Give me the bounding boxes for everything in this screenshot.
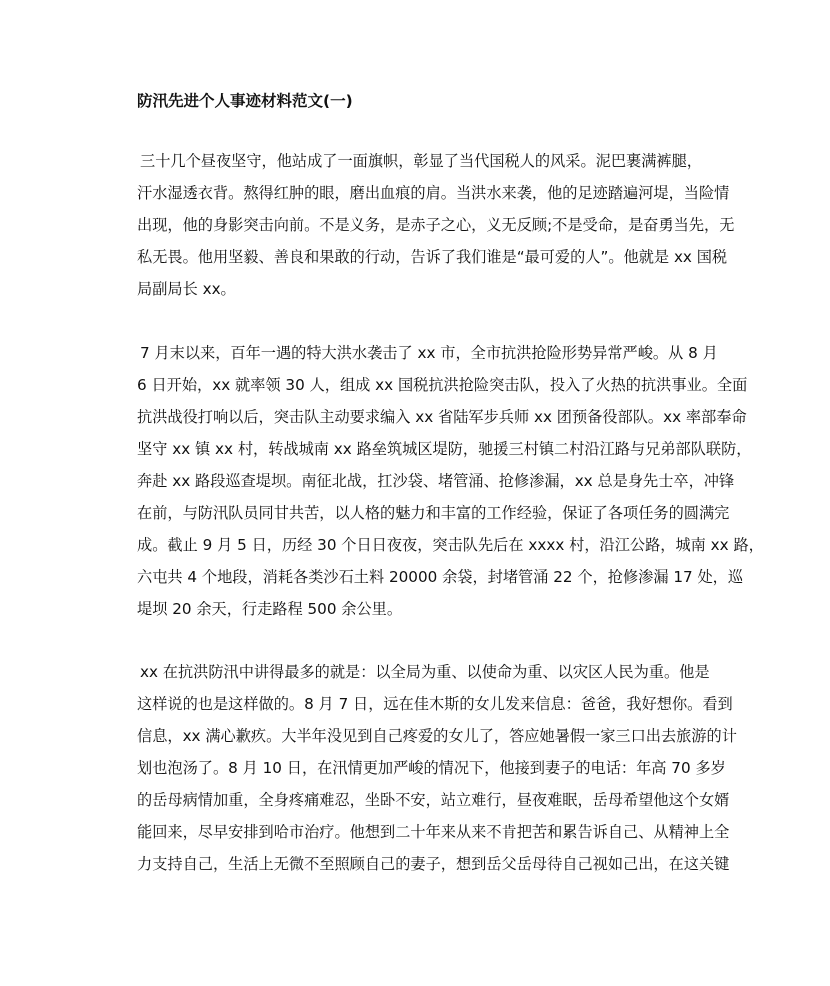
text-line: 在前，与防汛队员同甘共苦，以人格的魅力和丰富的工作经验，保证了各项任务的圆满完 — [137, 504, 730, 522]
text-line: 三十几个昼夜坚守，他站成了一面旗帜，彰显了当代国税人的风采。泥巴裹满裤腿， — [140, 152, 702, 170]
text-line: 这样说的也是这样做的。8 月 7 日，远在佳木斯的女儿发来信息：爸爸，我好想你。看到 — [137, 695, 733, 713]
text-line: xx 在抗洪防汛中讲得最多的就是：以全局为重、以使命为重、以灾区人民为重。他是 — [140, 663, 710, 681]
text-line: 奔赴 xx 路段巡查堤坝。南征北战，扛沙袋、堵管涌、抢修渗漏，xx 总是身先士卒，冲锋 — [137, 472, 735, 490]
text-line: 局副局长 xx。 — [137, 280, 236, 298]
text-line: 的岳母病情加重，全身疼痛难忍，坐卧不安，站立难行，昼夜难眠，岳母希望他这个女婿 — [137, 791, 730, 809]
text-line: 7 月末以来，百年一遇的特大洪水袭击了 xx 市，全市抗洪抢险形势异常严峻。从 8 月 — [140, 344, 718, 362]
text-line: 汗水湿透衣背。熬得红肿的眼，磨出血痕的肩。当洪水来袭，他的足迹踏遍河堤，当险情 — [137, 184, 730, 202]
text-line: 力支持自己，生活上无微不至照顾自己的妻子，想到岳父岳母待自己视如己出，在这关键 — [137, 855, 730, 873]
paragraph-2 — [137, 337, 764, 625]
text-line: 能回来，尽早安排到哈市治疗。他想到二十年来从来不肯把苦和累告诉自己、从精神上全 — [137, 823, 730, 841]
text-line: 6 日开始，xx 就率领 30 人，组成 xx 国税抗洪抢险突击队，投入了火热的抗洪事业。全面 — [137, 376, 748, 394]
text-line: 出现，他的身影突击向前。不是义务，是赤子之心，义无反顾;不是受命，是奋勇当先，无 — [137, 216, 735, 234]
paragraph-3 — [137, 656, 737, 880]
paragraph-1 — [137, 145, 735, 305]
document-title: 防汛先进个人事迹材料范文(一) — [137, 92, 353, 110]
text-line: 堤坝 20 余天，行走路程 500 余公里。 — [137, 600, 403, 618]
text-line: 成。截止 9 月 5 日，历经 30 个日日夜夜，突击队先后在 xxxx 村，沿江公路，城南 xx 路， — [137, 536, 764, 554]
text-line: 信息，xx 满心歉疚。大半年没见到自己疼爱的女儿了，答应她暑假一家三口出去旅游的计 — [137, 727, 737, 745]
text-line: 坚守 xx 镇 xx 村，转战城南 xx 路垒筑城区堤防，驰援三村镇二村沿江路与兄弟部队联防， — [137, 440, 752, 458]
text-line: 划也泡汤了。8 月 10 日，在汛情更加严峻的情况下，他接到妻子的电话：年高 70 多岁 — [137, 759, 726, 777]
text-line: 抗洪战役打响以后，突击队主动要求编入 xx 省陆军步兵师 xx 团预备役部队。xx 率部奉命 — [137, 408, 747, 426]
text-line: 私无畏。他用坚毅、善良和果敢的行动，告诉了我们谁是“最可爱的人”。他就是 xx 国税 — [137, 248, 728, 266]
text-line: 六屯共 4 个地段，消耗各类沙石土料 20000 余袋，封堵管涌 22 个，抢修渗漏 17 处，巡 — [137, 568, 744, 586]
